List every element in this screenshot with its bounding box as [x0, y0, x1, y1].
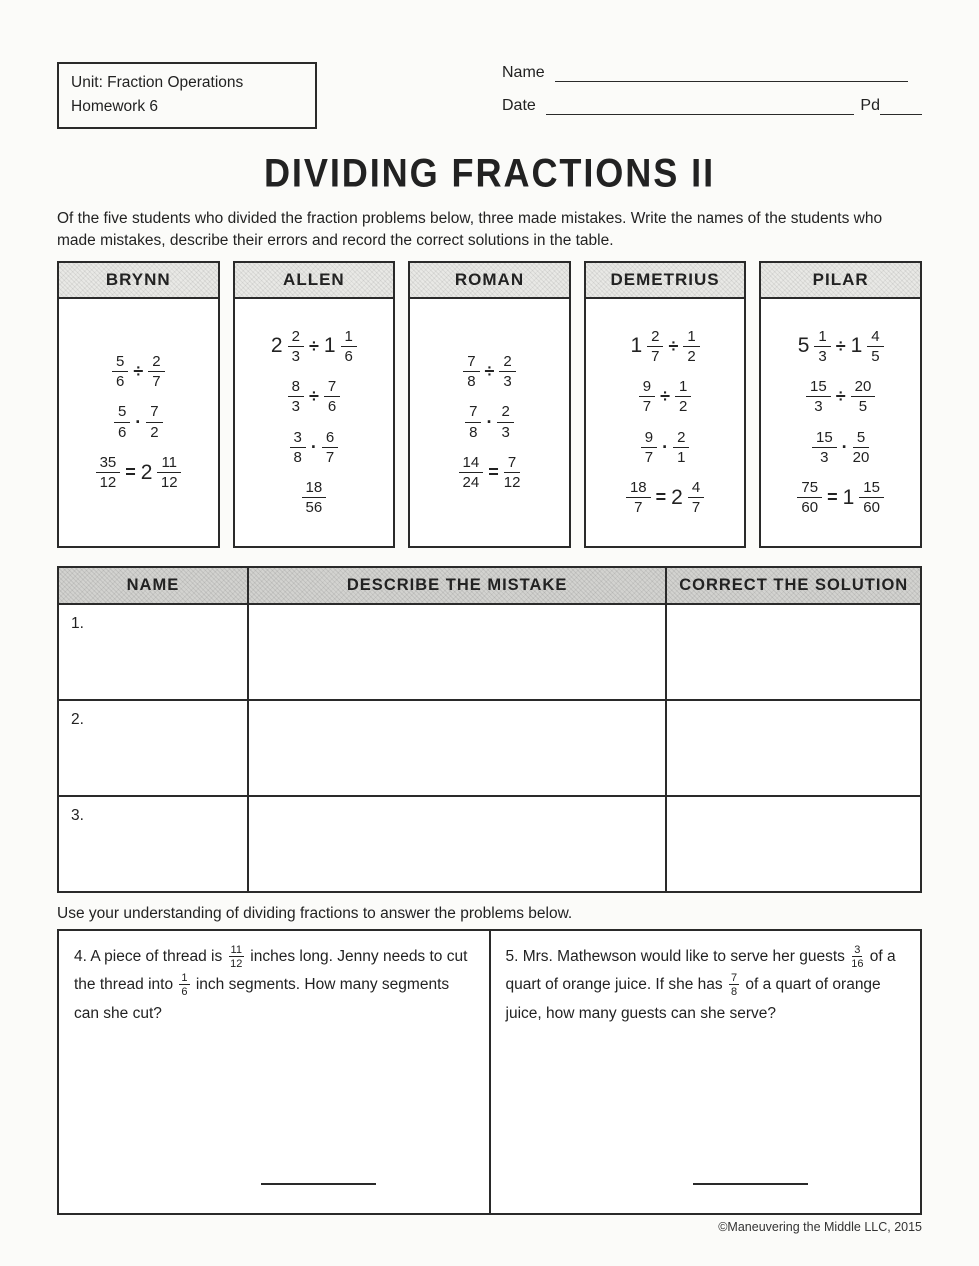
student-card-brynn — [57, 261, 220, 548]
fraction-denominator: 3 — [291, 398, 300, 416]
date-row — [502, 96, 922, 114]
student-name: ALLEN — [235, 263, 394, 299]
student-work — [761, 299, 920, 546]
fraction-denominator: 6 — [327, 398, 337, 416]
fraction — [812, 429, 837, 467]
fraction-numerator: 1 — [341, 328, 357, 347]
operator-equals: = — [827, 487, 838, 508]
mistake-cell — [248, 796, 667, 892]
fraction — [288, 328, 304, 366]
fraction — [851, 944, 863, 970]
fraction-denominator: 6 — [344, 347, 353, 365]
answer-table — [57, 566, 922, 893]
fraction-numerator: 15 — [812, 429, 837, 448]
fraction-denominator: 16 — [851, 957, 864, 970]
fraction-denominator: 6 — [117, 423, 127, 441]
fraction — [179, 972, 189, 998]
whole-number: 2 — [671, 485, 683, 509]
fraction-denominator: 3 — [820, 448, 829, 466]
homework-line: Homework 6 — [71, 98, 158, 116]
student-card-allen — [233, 261, 396, 548]
fraction-numerator: 7 — [465, 403, 481, 422]
fraction-denominator: 7 — [152, 373, 161, 391]
answer-table-body — [58, 604, 921, 892]
fraction — [683, 328, 699, 366]
fraction-numerator: 1 — [181, 972, 188, 985]
fraction-numerator: 18 — [302, 479, 327, 498]
unit-box — [57, 62, 317, 129]
operator-equals: = — [125, 462, 136, 483]
fraction-denominator: 12 — [160, 474, 178, 492]
operator-divide: ÷ — [133, 361, 144, 382]
fraction-numerator: 6 — [322, 429, 338, 448]
fraction-numerator: 2 — [148, 353, 164, 372]
math-line — [288, 378, 341, 416]
fraction — [626, 479, 651, 517]
fraction-numerator: 2 — [647, 328, 663, 347]
student-card-pilar — [759, 261, 922, 548]
column-header: NAME — [58, 567, 248, 604]
fraction — [641, 429, 657, 467]
fraction — [459, 454, 484, 492]
fraction-denominator: 60 — [863, 499, 880, 517]
fraction — [673, 429, 689, 467]
fraction-denominator: 12 — [99, 474, 117, 492]
fraction — [463, 353, 479, 391]
fraction-numerator: 2 — [673, 429, 689, 448]
problem-5-text — [506, 943, 906, 1029]
header — [57, 62, 922, 129]
fraction-denominator: 3 — [503, 373, 512, 391]
student-name: DEMETRIUS — [586, 263, 745, 299]
fraction-numerator: 4 — [688, 479, 704, 498]
fraction — [146, 403, 162, 441]
math-line — [812, 429, 869, 467]
text-run: 5. Mrs. Mathewson would like to serve her guests — [505, 947, 850, 965]
math-line — [114, 403, 163, 441]
fraction-denominator: 5 — [871, 347, 880, 365]
operator-divide: ÷ — [668, 335, 679, 356]
solution-cell — [666, 604, 921, 700]
math-line — [641, 429, 690, 467]
fraction — [324, 378, 340, 416]
fraction — [148, 353, 164, 391]
row-number-cell: 1. — [58, 604, 248, 700]
operator-multiply: · — [486, 411, 493, 432]
problem-4-answer-blank — [261, 1183, 376, 1185]
fraction-numerator: 15 — [859, 479, 884, 498]
fraction — [96, 454, 121, 492]
fraction-denominator: 56 — [305, 499, 323, 517]
fraction-denominator: 7 — [644, 448, 654, 466]
problem-4-text — [74, 943, 474, 1029]
fraction-numerator: 5 — [112, 353, 128, 372]
fraction — [465, 403, 481, 441]
fraction — [814, 328, 830, 366]
fraction-denominator: 6 — [116, 373, 125, 391]
name-label: Name — [502, 64, 545, 82]
student-card-demetrius — [584, 261, 747, 548]
fraction-numerator: 4 — [867, 328, 883, 347]
student-work — [586, 299, 745, 546]
fraction — [499, 353, 515, 391]
fraction-numerator: 1 — [814, 328, 830, 347]
fraction-numerator: 35 — [96, 454, 121, 473]
student-name: BRYNN — [59, 263, 218, 299]
fraction-denominator: 3 — [814, 398, 823, 416]
fraction — [302, 479, 327, 517]
column-header: DESCRIBE THE MISTAKE — [248, 567, 667, 604]
problem-4 — [59, 931, 491, 1213]
column-header: CORRECT THE SOLUTION — [666, 567, 921, 604]
fraction — [797, 479, 822, 517]
student-work — [235, 299, 394, 546]
fraction — [675, 378, 691, 416]
page-title: DIVIDING FRACTIONS II — [263, 151, 716, 196]
whole-number: 1 — [323, 334, 336, 358]
operator-divide: ÷ — [308, 335, 319, 356]
math-line — [463, 353, 516, 391]
math-line — [630, 328, 699, 366]
whole-number: 1 — [850, 334, 863, 358]
fraction — [341, 328, 357, 366]
fraction-denominator: 8 — [467, 373, 476, 391]
fraction — [497, 403, 513, 441]
fraction — [806, 378, 831, 416]
operator-multiply: · — [662, 436, 669, 457]
fraction-numerator: 11 — [230, 943, 242, 956]
fraction-numerator: 5 — [114, 403, 130, 422]
pd-blank — [880, 96, 922, 114]
fraction-denominator: 3 — [501, 423, 510, 441]
math-line — [459, 454, 521, 492]
fraction-numerator: 2 — [497, 403, 513, 422]
header-row — [58, 567, 921, 604]
math-line — [626, 479, 704, 517]
operator-divide: ÷ — [484, 361, 495, 382]
fraction-denominator: 5 — [858, 398, 868, 416]
row-number-cell: 3. — [58, 796, 248, 892]
fraction-numerator: 1 — [683, 328, 699, 347]
unit-line: Unit: Fraction Operations — [71, 74, 244, 91]
copyright: ©Maneuvering the Middle LLC, 2015 — [718, 1219, 922, 1234]
date-label: Date — [502, 96, 536, 114]
fraction — [112, 353, 128, 391]
fraction-denominator: 7 — [325, 448, 335, 466]
fraction-denominator: 12 — [503, 474, 521, 492]
problem-5-answer-blank — [693, 1183, 808, 1185]
date-blank — [546, 96, 855, 114]
fraction-numerator: 9 — [639, 378, 655, 397]
fraction — [229, 944, 244, 970]
text-run: 4. A piece of thread is — [74, 947, 227, 965]
mistake-cell — [248, 604, 667, 700]
fraction-numerator: 3 — [290, 429, 306, 448]
math-line — [302, 479, 327, 517]
fraction-numerator: 2 — [499, 353, 515, 372]
student-name: ROMAN — [410, 263, 569, 299]
fraction-denominator: 20 — [852, 448, 870, 466]
operator-equals: = — [488, 462, 499, 483]
fraction-numerator: 7 — [324, 378, 340, 397]
fraction — [688, 479, 704, 517]
fraction — [114, 403, 130, 441]
fraction-denominator: 3 — [818, 347, 827, 365]
fraction-denominator: 8 — [469, 423, 478, 441]
fraction-numerator: 18 — [626, 479, 651, 498]
fraction — [639, 378, 655, 416]
fraction — [853, 429, 870, 467]
fraction-numerator: 9 — [641, 429, 657, 448]
row-number-cell: 2. — [58, 700, 248, 796]
operator-multiply: · — [310, 436, 317, 457]
math-line — [112, 353, 165, 391]
mistake-cell — [248, 700, 667, 796]
fraction — [867, 328, 883, 366]
math-line — [465, 403, 514, 441]
name-blank — [555, 64, 908, 82]
operator-divide: ÷ — [835, 386, 846, 407]
fraction-denominator: 7 — [651, 347, 660, 365]
answer-table-head — [58, 567, 921, 604]
fraction-denominator: 2 — [687, 347, 696, 365]
fraction — [290, 429, 306, 467]
name-row — [502, 64, 922, 82]
math-line — [96, 454, 181, 492]
math-line — [639, 378, 692, 416]
fraction-numerator: 7 — [463, 353, 479, 372]
math-line — [806, 378, 875, 416]
table-row — [58, 796, 921, 892]
operator-divide: ÷ — [308, 386, 319, 407]
name-date-block — [502, 62, 922, 129]
whole-number: 1 — [842, 485, 855, 509]
fraction — [647, 328, 663, 366]
fraction-denominator: 12 — [230, 957, 243, 970]
fraction-denominator: 7 — [691, 499, 701, 517]
fraction-numerator: 3 — [854, 943, 861, 956]
fraction-numerator: 11 — [157, 454, 181, 473]
fraction-denominator: 60 — [801, 499, 819, 517]
fraction — [288, 378, 304, 416]
text-run: of a quart of orange juice. If she has — [505, 947, 896, 994]
fraction-denominator: 8 — [293, 448, 302, 466]
text-run: of a quart of orange juice, how many guests can she serve? — [505, 976, 881, 1023]
text-run: inches long. Jenny needs to cut the thread into — [74, 947, 468, 994]
problem-5 — [491, 931, 921, 1213]
student-name: PILAR — [761, 263, 920, 299]
student-work — [59, 299, 218, 546]
fraction-numerator: 2 — [288, 328, 304, 347]
fraction-denominator: 1 — [677, 448, 686, 466]
operator-divide: ÷ — [660, 386, 671, 407]
fraction-numerator: 7 — [730, 972, 738, 985]
table-row — [58, 700, 921, 796]
solution-cell — [666, 700, 921, 796]
fraction-numerator: 1 — [675, 378, 691, 397]
fraction-denominator: 7 — [642, 398, 652, 416]
math-line — [797, 479, 884, 517]
fraction-denominator: 2 — [679, 398, 688, 416]
solution-cell — [666, 796, 921, 892]
fraction-denominator: 2 — [150, 423, 159, 441]
students-row — [57, 261, 922, 548]
fraction-numerator: 7 — [504, 454, 520, 473]
whole-number: 5 — [797, 334, 810, 358]
fraction-denominator: 8 — [730, 986, 738, 999]
fraction-denominator: 6 — [181, 986, 188, 999]
fraction — [859, 479, 884, 517]
word-problems-box — [57, 929, 922, 1215]
fraction-numerator: 8 — [288, 378, 304, 397]
student-card-roman — [408, 261, 571, 548]
fraction — [322, 429, 338, 467]
student-work — [410, 299, 569, 546]
fraction — [504, 454, 521, 492]
pd-label: Pd — [860, 96, 880, 114]
operator-equals: = — [655, 487, 667, 508]
instructions: Of the five students who divided the fraction problems below, three made mistakes. Write the names of the students who made mistakes, describe their errors and record the correct solutions in the table. — [57, 209, 883, 250]
fraction-denominator: 24 — [462, 474, 480, 492]
table-row — [58, 604, 921, 700]
whole-number: 1 — [630, 334, 643, 358]
whole-number: 2 — [140, 460, 153, 484]
math-line — [798, 328, 884, 366]
fraction-numerator: 5 — [853, 429, 869, 448]
math-line — [290, 429, 339, 467]
word-problems-intro: Use your understanding of dividing fractions to answer the problems below. — [57, 904, 573, 922]
fraction-numerator: 14 — [459, 454, 484, 473]
fraction-numerator: 15 — [806, 378, 831, 397]
whole-number: 2 — [270, 334, 283, 358]
fraction-numerator: 7 — [146, 403, 162, 422]
fraction — [729, 972, 739, 998]
operator-divide: ÷ — [835, 335, 846, 356]
operator-multiply: · — [841, 436, 848, 457]
fraction-numerator: 20 — [851, 378, 876, 397]
fraction — [851, 378, 876, 416]
operator-multiply: · — [135, 411, 142, 432]
fraction-denominator: 3 — [291, 347, 300, 365]
fraction — [157, 454, 181, 492]
fraction-numerator: 75 — [797, 479, 822, 498]
math-line — [271, 328, 357, 366]
text-run: inch segments. How many segments can she cut? — [74, 976, 450, 1023]
fraction-denominator: 7 — [634, 499, 643, 517]
